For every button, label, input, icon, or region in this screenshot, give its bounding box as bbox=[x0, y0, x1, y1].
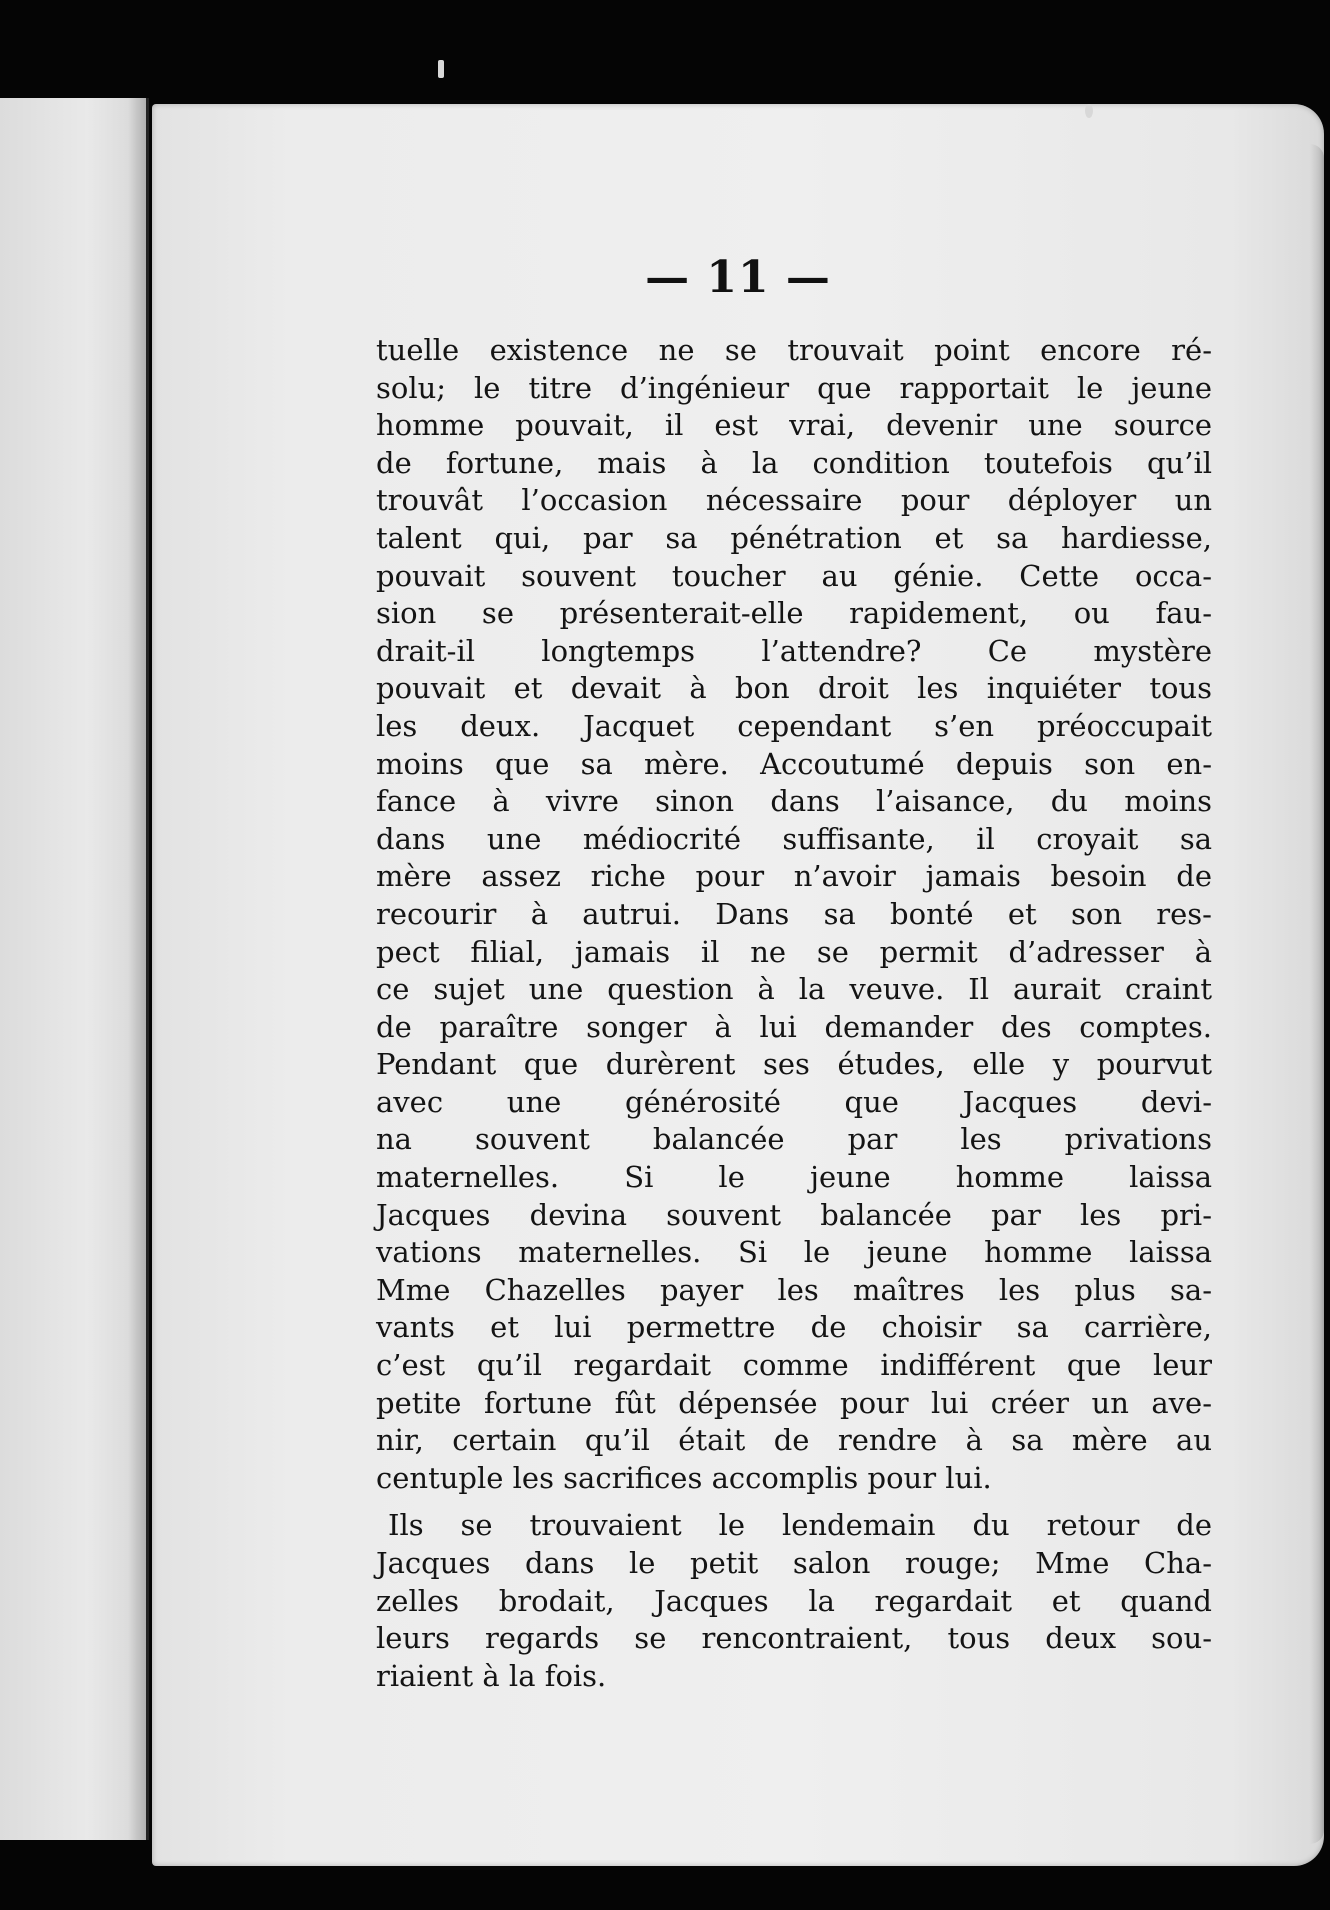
text-line: nir, certain qu’il était de rendre à sa mère au bbox=[376, 1423, 1212, 1458]
spine-shadow bbox=[128, 98, 146, 1840]
text-line: Jacques devina souvent balancée par les pri- bbox=[376, 1197, 1212, 1232]
text-line: pouvait et devait à bon droit les inquiéter tous bbox=[376, 671, 1212, 706]
text-line: petite fortune fût dépensée pour lui créer un ave- bbox=[376, 1385, 1212, 1420]
text-line: vants et lui permettre de choisir sa carrière, bbox=[376, 1310, 1212, 1345]
page-number: — 11 — bbox=[645, 252, 831, 303]
page-edge-shadow bbox=[1310, 144, 1324, 1844]
text-line: c’est qu’il regardait comme indifférent que leur bbox=[376, 1348, 1212, 1383]
text-line: sion se présenterait-elle rapidement, ou fau- bbox=[376, 596, 1212, 631]
text-line: maternelles. Si le jeune homme laissa bbox=[376, 1160, 1212, 1195]
paragraph-break bbox=[376, 1497, 1212, 1507]
body-text bbox=[376, 332, 1212, 1695]
text-line: na souvent balancée par les privations bbox=[376, 1122, 1212, 1157]
text-line: moins que sa mère. Accoutumé depuis son en- bbox=[376, 746, 1212, 781]
text-line: talent qui, par sa pénétration et sa hardiesse, bbox=[376, 520, 1212, 555]
text-line: vations maternelles. Si le jeune homme laissa bbox=[376, 1235, 1212, 1270]
text-line: centuple les sacrifices accomplis pour lui. bbox=[376, 1460, 992, 1495]
text-line: dans une médiocrité suffisante, il croyait sa bbox=[376, 821, 1212, 856]
text-line: trouvât l’occasion nécessaire pour déployer un bbox=[376, 483, 1212, 518]
text-line: les deux. Jacquet cependant s’en préoccupait bbox=[376, 708, 1212, 743]
text-line: solu; le titre d’ingénieur que rapportait le jeune bbox=[376, 370, 1212, 405]
previous-page-edge bbox=[0, 98, 149, 1840]
text-line: zelles brodait, Jacques la regardait et quand bbox=[376, 1583, 1212, 1618]
text-line: Mme Chazelles payer les maîtres les plus sa- bbox=[376, 1272, 1212, 1307]
text-line: pouvait souvent toucher au génie. Cette occa- bbox=[376, 558, 1212, 593]
text-line: recourir à autrui. Dans sa bonté et son res- bbox=[376, 896, 1212, 931]
text-line: pect filial, jamais il ne se permit d’adresser à bbox=[376, 934, 1212, 969]
scan-speck bbox=[1085, 104, 1093, 118]
text-line: homme pouvait, il est vrai, devenir une source bbox=[376, 408, 1212, 443]
scan-speck bbox=[438, 60, 444, 78]
text-line: avec une générosité que Jacques devi- bbox=[376, 1084, 1212, 1119]
text-line: Jacques dans le petit salon rouge; Mme Cha- bbox=[376, 1546, 1212, 1580]
text-line: mère assez riche pour n’avoir jamais besoin de bbox=[376, 859, 1212, 894]
text-line: Ils se trouvaient le lendemain du retour de bbox=[388, 1508, 1212, 1543]
text-line: Pendant que durèrent ses études, elle y pourvut bbox=[376, 1047, 1212, 1082]
book-page bbox=[152, 104, 1324, 1866]
text-line: de paraître songer à lui demander des comptes. bbox=[376, 1009, 1212, 1044]
text-line: fance à vivre sinon dans l’aisance, du moins bbox=[376, 784, 1212, 819]
text-line: leurs regards se rencontraient, tous deux sou- bbox=[376, 1621, 1212, 1656]
text-line: tuelle existence ne se trouvait point encore ré- bbox=[376, 333, 1212, 367]
text-line: ce sujet une question à la veuve. Il aurait craint bbox=[376, 972, 1212, 1007]
text-line: de fortune, mais à la condition toutefois qu’il bbox=[376, 445, 1212, 480]
text-line: riaient à la fois. bbox=[376, 1658, 607, 1693]
text-line: drait-il longtemps l’attendre? Ce mystère bbox=[376, 633, 1212, 668]
